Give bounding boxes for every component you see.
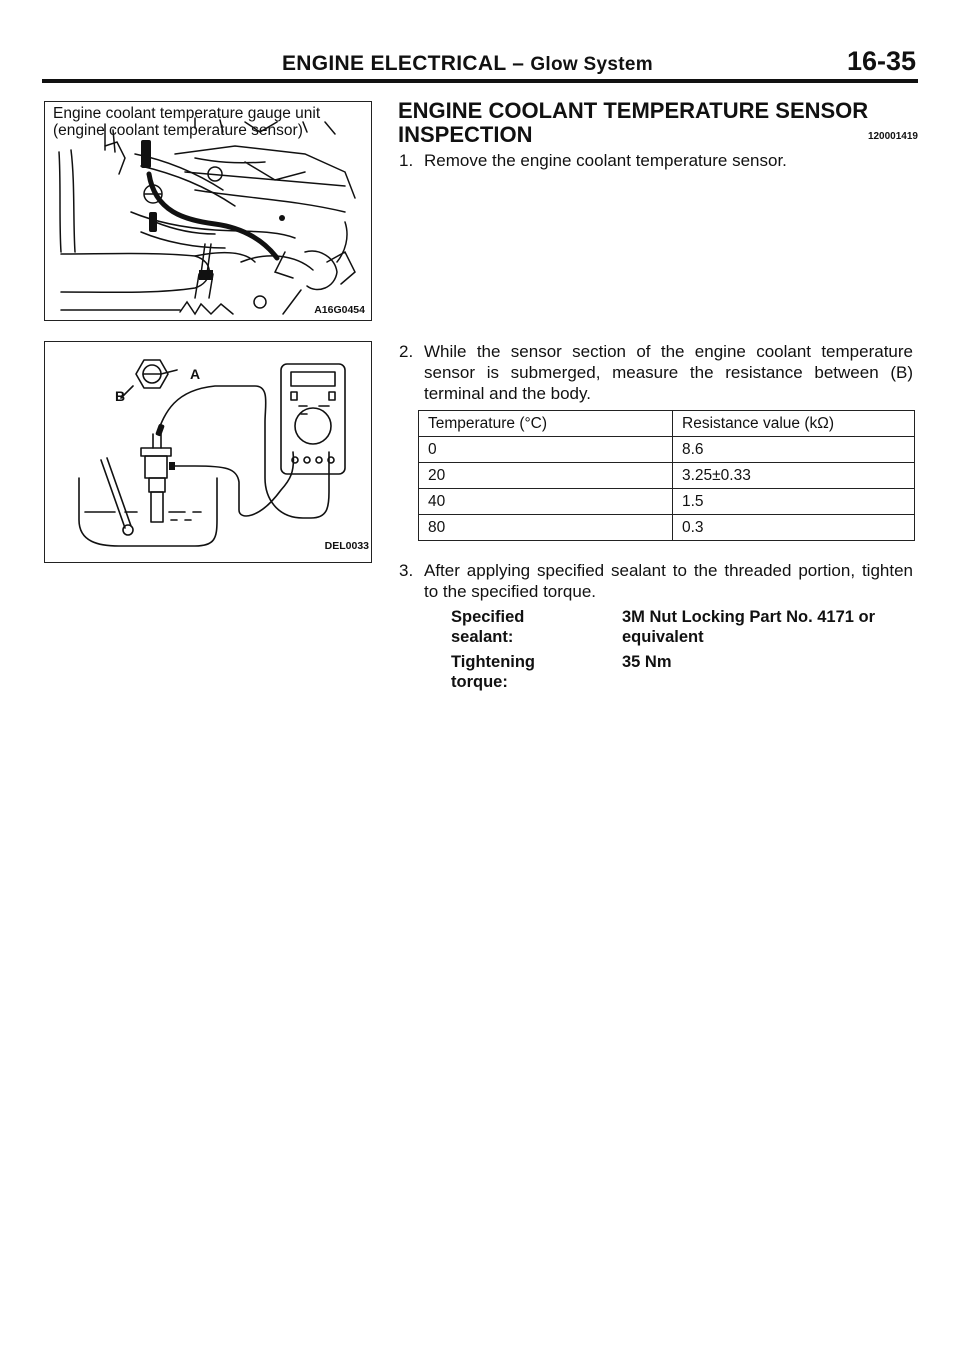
table-row xyxy=(419,463,915,489)
table-row xyxy=(419,515,915,541)
figure-code: DEL0033 xyxy=(324,540,369,552)
table-cell: 8.6 xyxy=(673,437,915,463)
section-title-line-2: INSPECTION xyxy=(398,122,533,147)
page-number: 16-35 xyxy=(846,46,916,76)
step-number: 1. xyxy=(399,151,414,170)
header-dash: – xyxy=(512,52,525,75)
step-text: While the sensor section of the engine coolant temperature sensor is submerged, measure the resistance between (B) terminal and the body. xyxy=(424,342,913,403)
resistance-table xyxy=(418,410,915,541)
sensor-test-illustration xyxy=(45,342,371,562)
step-1 xyxy=(399,150,919,171)
header-subtitle: Glow System xyxy=(530,54,653,75)
step-3 xyxy=(399,560,913,602)
label-a: A xyxy=(190,366,201,382)
caption-line-2: (engine coolant temperature sensor) xyxy=(53,122,303,139)
step-text: Remove the engine coolant temperature sensor. xyxy=(424,151,787,170)
section-code: 120001419 xyxy=(867,131,918,142)
table-cell: 20 xyxy=(419,463,673,489)
label-b: B xyxy=(115,388,126,404)
table-header-cell: Temperature (°C) xyxy=(419,411,673,437)
table-row xyxy=(419,489,915,515)
table-header-cell: Resistance value (kΩ) xyxy=(673,411,915,437)
header-rule xyxy=(42,79,918,83)
table-header-row xyxy=(419,411,915,437)
table-cell: 0 xyxy=(419,437,673,463)
table-cell: 1.5 xyxy=(673,489,915,515)
step-text: After applying specified sealant to the threaded portion, tighten to the specified torque. xyxy=(424,561,913,601)
header-title xyxy=(282,52,653,76)
spec-label: Tightening torque: xyxy=(451,653,536,691)
spec-value: 3M Nut Locking Part No. 4171 or equivalent xyxy=(622,608,876,646)
header-main-title: ENGINE ELECTRICAL xyxy=(282,52,507,75)
caption-line-1: Engine coolant temperature gauge unit xyxy=(53,105,321,122)
step-number: 3. xyxy=(399,561,414,580)
table-cell: 40 xyxy=(419,489,673,515)
table-cell: 0.3 xyxy=(673,515,915,541)
figure-code: A16G0454 xyxy=(314,304,365,316)
table-cell: 80 xyxy=(419,515,673,541)
table-cell: 3.25±0.33 xyxy=(673,463,915,489)
step-2 xyxy=(399,341,913,404)
table-row xyxy=(419,437,915,463)
figure-engine-bay xyxy=(44,101,372,321)
section-title xyxy=(398,99,868,147)
section-title-line-1: ENGINE COOLANT TEMPERATURE SENSOR xyxy=(398,98,869,123)
spec-label: Specified sealant: xyxy=(451,608,525,646)
step-number: 2. xyxy=(399,342,414,361)
figure-sensor-test xyxy=(44,341,372,563)
spec-value: 35 Nm xyxy=(622,653,672,671)
figure-caption xyxy=(53,105,320,139)
